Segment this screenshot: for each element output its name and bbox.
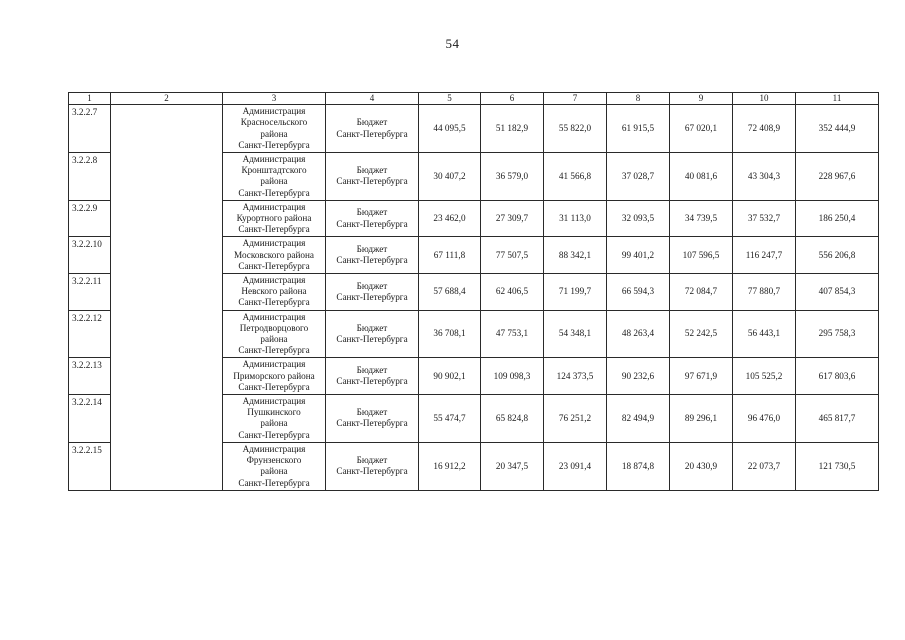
organization-line: Санкт-Петербурга xyxy=(238,381,310,392)
value-cell-col-9: 89 296,1 xyxy=(670,395,733,443)
column-header-6: 6 xyxy=(481,93,544,105)
funding-source-line: Бюджет xyxy=(356,407,388,418)
value-cell-col-7: 88 342,1 xyxy=(544,237,607,274)
organization-line: Администрация xyxy=(242,106,306,117)
organization-line: Санкт-Петербурга xyxy=(238,297,310,308)
column-header-3: 3 xyxy=(223,93,326,105)
value-cell-col-9: 97 671,9 xyxy=(670,358,733,395)
organization-line: района xyxy=(260,334,288,345)
value-cell-col-10: 22 073,7 xyxy=(733,442,796,490)
row-funding-source xyxy=(326,310,419,358)
table-row xyxy=(69,200,879,237)
row-code: 3.2.2.8 xyxy=(69,153,111,201)
funding-source-line: Бюджет xyxy=(356,117,388,128)
value-cell-col-7: 31 113,0 xyxy=(544,200,607,237)
value-cell-col-7: 55 822,0 xyxy=(544,105,607,153)
value-cell-col-8: 61 915,5 xyxy=(607,105,670,153)
organization-line: Московского района xyxy=(234,249,314,260)
value-cell-col-6: 62 406,5 xyxy=(481,274,544,311)
organization-line: Санкт-Петербурга xyxy=(238,345,310,356)
value-cell-col-9: 52 242,5 xyxy=(670,310,733,358)
column-header-10: 10 xyxy=(733,93,796,105)
value-cell-col-10: 116 247,7 xyxy=(733,237,796,274)
row-code: 3.2.2.9 xyxy=(69,200,111,237)
value-cell-col-5: 44 095,5 xyxy=(419,105,481,153)
row-funding-source xyxy=(326,274,419,311)
row-col2 xyxy=(111,153,223,201)
value-cell-col-8: 90 232,6 xyxy=(607,358,670,395)
value-cell-col-9: 67 020,1 xyxy=(670,105,733,153)
value-cell-col-5: 90 902,1 xyxy=(419,358,481,395)
row-organization xyxy=(223,442,326,490)
funding-source-line: Бюджет xyxy=(356,165,388,176)
value-cell-col-5: 55 474,7 xyxy=(419,395,481,443)
value-cell-col-10: 77 880,7 xyxy=(733,274,796,311)
organization-line: Администрация xyxy=(242,311,306,322)
organization-line: района xyxy=(260,466,288,477)
row-funding-source xyxy=(326,395,419,443)
row-code: 3.2.2.7 xyxy=(69,105,111,153)
funding-source-line: Бюджет xyxy=(356,244,388,255)
column-header-1: 1 xyxy=(69,93,111,105)
funding-source-line: Бюджет xyxy=(356,365,388,376)
organization-line: Администрация xyxy=(242,201,306,212)
row-organization xyxy=(223,274,326,311)
organization-line: Администрация xyxy=(242,275,306,286)
organization-line: Администрация xyxy=(242,396,306,407)
row-organization xyxy=(223,395,326,443)
value-cell-col-5: 23 462,0 xyxy=(419,200,481,237)
column-header-8: 8 xyxy=(607,93,670,105)
value-cell-col-10: 105 525,2 xyxy=(733,358,796,395)
organization-line: Приморского района xyxy=(233,370,315,381)
value-cell-col-8: 66 594,3 xyxy=(607,274,670,311)
organization-line: Невского района xyxy=(241,286,307,297)
value-cell-col-8: 48 263,4 xyxy=(607,310,670,358)
row-col2 xyxy=(111,237,223,274)
table-row xyxy=(69,105,879,153)
row-funding-source xyxy=(326,105,419,153)
row-col2 xyxy=(111,274,223,311)
value-cell-col-11: 465 817,7 xyxy=(796,395,879,443)
value-cell-col-11: 121 730,5 xyxy=(796,442,879,490)
organization-line: района xyxy=(260,418,288,429)
value-cell-col-5: 57 688,4 xyxy=(419,274,481,311)
organization-line: района xyxy=(260,176,288,187)
funding-source-line: Санкт-Петербурга xyxy=(336,376,408,387)
table-row xyxy=(69,153,879,201)
row-col2 xyxy=(111,395,223,443)
row-code: 3.2.2.13 xyxy=(69,358,111,395)
row-organization xyxy=(223,200,326,237)
row-organization xyxy=(223,358,326,395)
table-row xyxy=(69,237,879,274)
organization-line: Санкт-Петербурга xyxy=(238,187,310,198)
row-funding-source xyxy=(326,200,419,237)
column-header-4: 4 xyxy=(326,93,419,105)
organization-line: Кронштадтского xyxy=(241,165,307,176)
page-number: 54 xyxy=(445,36,460,51)
value-cell-col-11: 407 854,3 xyxy=(796,274,879,311)
value-cell-col-6: 47 753,1 xyxy=(481,310,544,358)
organization-line: Санкт-Петербурга xyxy=(238,477,310,488)
value-cell-col-11: 556 206,8 xyxy=(796,237,879,274)
value-cell-col-5: 16 912,2 xyxy=(419,442,481,490)
organization-line: района xyxy=(260,128,288,139)
table-row xyxy=(69,442,879,490)
value-cell-col-11: 352 444,9 xyxy=(796,105,879,153)
row-funding-source xyxy=(326,442,419,490)
funding-source-line: Санкт-Петербурга xyxy=(336,218,408,229)
value-cell-col-7: 23 091,4 xyxy=(544,442,607,490)
funding-source-line: Санкт-Петербурга xyxy=(336,418,408,429)
funding-source-line: Бюджет xyxy=(356,322,388,333)
column-header-2: 2 xyxy=(111,93,223,105)
value-cell-col-10: 37 532,7 xyxy=(733,200,796,237)
value-cell-col-6: 109 098,3 xyxy=(481,358,544,395)
header-row xyxy=(69,93,879,105)
value-cell-col-6: 51 182,9 xyxy=(481,105,544,153)
organization-line: Администрация xyxy=(242,443,306,454)
row-funding-source xyxy=(326,153,419,201)
row-code: 3.2.2.12 xyxy=(69,310,111,358)
value-cell-col-6: 20 347,5 xyxy=(481,442,544,490)
budget-table xyxy=(68,92,879,491)
organization-line: Петродворцового xyxy=(239,322,309,333)
row-col2 xyxy=(111,200,223,237)
value-cell-col-6: 65 824,8 xyxy=(481,395,544,443)
value-cell-col-11: 228 967,6 xyxy=(796,153,879,201)
value-cell-col-11: 617 803,6 xyxy=(796,358,879,395)
column-header-5: 5 xyxy=(419,93,481,105)
value-cell-col-8: 99 401,2 xyxy=(607,237,670,274)
organization-line: Фрунзенского xyxy=(246,455,302,466)
table-row xyxy=(69,274,879,311)
organization-line: Администрация xyxy=(242,154,306,165)
value-cell-col-9: 72 084,7 xyxy=(670,274,733,311)
organization-line: Администрация xyxy=(242,238,306,249)
value-cell-col-9: 20 430,9 xyxy=(670,442,733,490)
value-cell-col-7: 41 566,8 xyxy=(544,153,607,201)
organization-line: Санкт-Петербурга xyxy=(238,429,310,440)
value-cell-col-7: 71 199,7 xyxy=(544,274,607,311)
value-cell-col-11: 295 758,3 xyxy=(796,310,879,358)
row-organization xyxy=(223,237,326,274)
value-cell-col-10: 43 304,3 xyxy=(733,153,796,201)
row-code: 3.2.2.10 xyxy=(69,237,111,274)
funding-source-line: Санкт-Петербурга xyxy=(336,128,408,139)
row-col2 xyxy=(111,358,223,395)
organization-line: Администрация xyxy=(242,359,306,370)
funding-source-line: Санкт-Петербурга xyxy=(336,334,408,345)
value-cell-col-5: 36 708,1 xyxy=(419,310,481,358)
organization-line: Красносельского xyxy=(240,117,308,128)
table-body xyxy=(69,105,879,491)
value-cell-col-8: 37 028,7 xyxy=(607,153,670,201)
value-cell-col-8: 82 494,9 xyxy=(607,395,670,443)
table-row xyxy=(69,358,879,395)
row-code: 3.2.2.14 xyxy=(69,395,111,443)
organization-line: Санкт-Петербурга xyxy=(238,260,310,271)
row-funding-source xyxy=(326,237,419,274)
value-cell-col-11: 186 250,4 xyxy=(796,200,879,237)
value-cell-col-10: 96 476,0 xyxy=(733,395,796,443)
value-cell-col-6: 36 579,0 xyxy=(481,153,544,201)
value-cell-col-5: 30 407,2 xyxy=(419,153,481,201)
row-code: 3.2.2.15 xyxy=(69,442,111,490)
row-funding-source xyxy=(326,358,419,395)
value-cell-col-5: 67 111,8 xyxy=(419,237,481,274)
organization-line: Пушкинского xyxy=(247,407,301,418)
row-col2 xyxy=(111,442,223,490)
funding-source-line: Санкт-Петербурга xyxy=(336,291,408,302)
value-cell-col-7: 76 251,2 xyxy=(544,395,607,443)
row-organization xyxy=(223,153,326,201)
value-cell-col-8: 18 874,8 xyxy=(607,442,670,490)
value-cell-col-9: 107 596,5 xyxy=(670,237,733,274)
funding-source-line: Санкт-Петербурга xyxy=(336,466,408,477)
column-header-9: 9 xyxy=(670,93,733,105)
value-cell-col-7: 124 373,5 xyxy=(544,358,607,395)
value-cell-col-6: 27 309,7 xyxy=(481,200,544,237)
column-header-11: 11 xyxy=(796,93,879,105)
row-col2 xyxy=(111,105,223,153)
value-cell-col-6: 77 507,5 xyxy=(481,237,544,274)
value-cell-col-9: 40 081,6 xyxy=(670,153,733,201)
organization-line: Санкт-Петербурга xyxy=(238,139,310,150)
row-col2 xyxy=(111,310,223,358)
organization-line: Санкт-Петербурга xyxy=(238,224,310,235)
organization-line: Курортного района xyxy=(236,213,312,224)
value-cell-col-7: 54 348,1 xyxy=(544,310,607,358)
funding-source-line: Бюджет xyxy=(356,455,388,466)
table-row xyxy=(69,310,879,358)
table-row xyxy=(69,395,879,443)
funding-source-line: Санкт-Петербурга xyxy=(336,176,408,187)
row-organization xyxy=(223,310,326,358)
value-cell-col-10: 72 408,9 xyxy=(733,105,796,153)
funding-source-line: Санкт-Петербурга xyxy=(336,255,408,266)
funding-source-line: Бюджет xyxy=(356,207,388,218)
value-cell-col-10: 56 443,1 xyxy=(733,310,796,358)
column-header-7: 7 xyxy=(544,93,607,105)
value-cell-col-9: 34 739,5 xyxy=(670,200,733,237)
value-cell-col-8: 32 093,5 xyxy=(607,200,670,237)
row-organization xyxy=(223,105,326,153)
funding-source-line: Бюджет xyxy=(356,280,388,291)
row-code: 3.2.2.11 xyxy=(69,274,111,311)
